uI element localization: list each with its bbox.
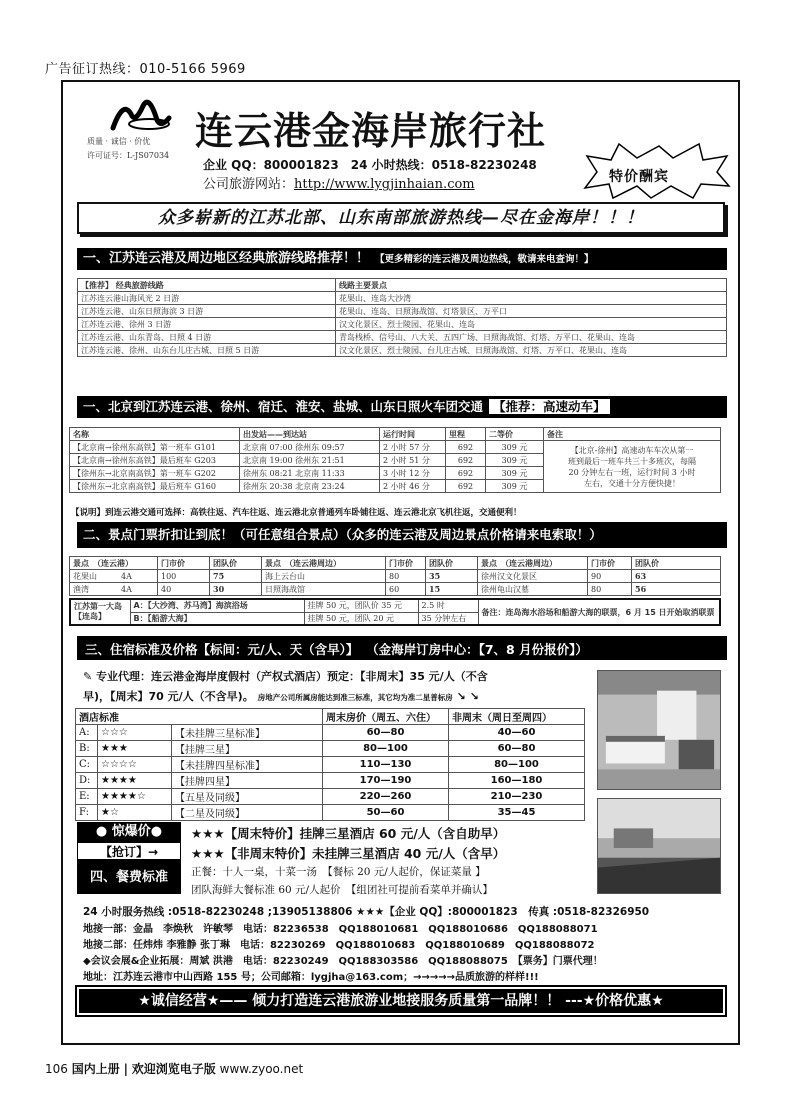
train-stations: 北京南 19:00 徐州东 21:51 xyxy=(240,454,380,467)
route-name: 江苏连云港、山东日照海滨 3 日游 xyxy=(78,305,336,318)
hotel-type: 【二星及同级】 xyxy=(172,805,323,821)
ticket-cell: 花果山 4A xyxy=(70,570,158,583)
hotel-level: D: xyxy=(76,773,98,789)
train-distance: 692 xyxy=(446,441,486,454)
hotel-level: C: xyxy=(76,757,98,773)
hotel-stars: ★★★★☆ xyxy=(98,789,172,805)
train-price: 309 元 xyxy=(486,467,544,480)
table-row xyxy=(70,570,721,583)
advertisement xyxy=(61,80,740,1045)
weekend-price: 170—190 xyxy=(323,773,449,789)
hotel-header: 周末房价（周五、六住） xyxy=(323,709,449,725)
train-header: 出发站——到达站 xyxy=(240,428,380,441)
train-price: 309 元 xyxy=(486,454,544,467)
train-name: 【徐州东→北京南高铁】最后班车 G160 xyxy=(70,480,240,493)
hotel-room-photo xyxy=(597,670,721,790)
train-name: 【徐州东→北京南高铁】第一班车 G202 xyxy=(70,467,240,480)
website-label: 公司旅游网站： xyxy=(203,177,295,192)
ticket-cell: 35 xyxy=(426,570,478,583)
island-price: 挂牌 50 元，团队价 35 元 xyxy=(304,599,418,612)
weekend-price: 60—80 xyxy=(323,725,449,741)
train-header: 运行时间 xyxy=(380,428,446,441)
train-name: 【北京南→徐州东高铁】第一班车 G101 xyxy=(70,441,240,454)
agent-line xyxy=(83,668,488,684)
island-price: 挂牌 50 元，团队 20 元 xyxy=(304,612,418,625)
island-label: 江苏第一大岛【连岛】 xyxy=(70,599,130,625)
section3-title: 二、景点门票折扣让到底！（可任意组合景点）（众多的连云港及周边景点价格请来电索取！） xyxy=(83,527,602,542)
ticket-cell: 75 xyxy=(210,570,262,583)
quality-motto: 质量 · 诚信 · 价优 xyxy=(87,137,151,146)
hotel-type: 【未挂牌四星标准】 xyxy=(172,757,323,773)
hotel-level: A: xyxy=(76,725,98,741)
route-sights: 花果山、连岛、日照海战馆、灯塔景区、万平口 xyxy=(336,305,727,318)
ticket-cell: 40 xyxy=(158,583,210,596)
section2-title-bar xyxy=(77,396,727,418)
hotel-stars: ☆☆☆ xyxy=(98,725,172,741)
section2-tag: 【推荐：高速动车】 xyxy=(489,399,610,414)
hotel-stars: ★★★★ xyxy=(98,773,172,789)
routes-header: 【推荐】 经典旅游线路 xyxy=(78,279,336,292)
train-remark xyxy=(544,441,721,493)
ticket-cell: 30 xyxy=(210,583,262,596)
ticket-cell: 海上云台山 xyxy=(262,570,386,583)
hotel-stars: ★★★ xyxy=(98,741,172,757)
hotel-level: F: xyxy=(76,805,98,821)
arrow-icon: ↘ ↘ xyxy=(452,690,479,703)
company-name: 连云港金海岸旅行社 xyxy=(195,109,547,153)
hotel-stars: ★☆ xyxy=(98,805,172,821)
train-duration: 3 小时 12 分 xyxy=(380,467,446,480)
weekend-price: 110—130 xyxy=(323,757,449,773)
train-stations: 徐州东 20:38 北京南 23:24 xyxy=(240,480,380,493)
weekend-price: 80—100 xyxy=(323,741,449,757)
contact-qq-line: 企业 QQ：800001823 24 小时热线：0518-82230248 xyxy=(203,158,537,172)
train-stations: 北京南 07:00 徐州东 09:57 xyxy=(240,441,380,454)
train-duration: 2 小时 46 分 xyxy=(380,480,446,493)
table-row xyxy=(78,318,727,331)
website-link[interactable]: http://www.lygjinhaian.com xyxy=(294,177,475,192)
contact-line: 地接一部：金晶 李焕秋 许敏琴 电话：82236538 QQ188010681 QQ188010686 QQ188088071 xyxy=(83,924,598,935)
ticket-cell: 徐州汉文化景区 xyxy=(478,570,588,583)
table-row xyxy=(70,441,721,454)
train-remark-line: 左右，交通十分方便快捷！ xyxy=(584,478,680,488)
ticket-cell: 100 xyxy=(158,570,210,583)
contact-line: ◆会议会展&企业拓展：周斌 洪港 电话：82230249 QQ188303586 QQ188088075 【票务】门票代理！ xyxy=(83,956,603,967)
route-sights: 青岛栈桥、信号山、八大关、五四广场、日照海战馆、灯塔、万平口、花果山、连岛 xyxy=(336,331,727,344)
special-offer-badge: 特价酬宾 xyxy=(609,169,669,185)
agent-text: 专业代理：连云港金海岸度假村（产权式酒店）预定：【非周末】35 元/人（不含 xyxy=(96,670,488,683)
ticket-cell: 15 xyxy=(426,583,478,596)
meal-line: 正餐：十人一桌，十菜一汤 【餐标 20 元/人起价，保证菜量 】 xyxy=(191,866,486,878)
train-name: 【北京南→徐州东高铁】最后班车 G203 xyxy=(70,454,240,467)
route-name: 江苏连云港、徐州 3 日游 xyxy=(78,318,336,331)
agent-small-text: 房地产公司所属房能达到准三标准，其它均为准二星普标房 xyxy=(257,693,453,702)
website-line xyxy=(203,173,475,192)
section1-subtitle: 【更多精彩的连云港及周边热线，敬请来电查询！】 xyxy=(375,254,594,265)
weekday-price: 80—100 xyxy=(449,757,585,773)
weekend-deal: ★★★【周末特价】挂牌三星酒店 60 元/人（含自助早） xyxy=(191,826,506,841)
footer-url[interactable]: www.zyoo.net xyxy=(219,1062,304,1076)
train-header: 里程 xyxy=(446,428,486,441)
leaf-icon: ✎ xyxy=(83,670,97,683)
weekday-price: 160—180 xyxy=(449,773,585,789)
section1-title-bar xyxy=(77,248,727,270)
contact-line: 地址：江苏连云港市中山西路 155 号；公司邮箱：lygjha@163.com；→→→→→品质旅游的样样!!! xyxy=(83,972,539,983)
meal-line: 团队海鲜大餐标准 60 元/人起价 【组团社可提前看菜单并确认】 xyxy=(191,884,493,896)
ticket-cell: 63 xyxy=(632,570,721,583)
island-duration: 2.5 时 xyxy=(418,599,478,612)
headline-banner: 众多崭新的江苏北部、山东南部旅游热线—尽在金海岸！！！ xyxy=(77,202,725,234)
island-note: 备注：连岛海水浴场和船游大海的联票，6 月 15 日开始取消联票 xyxy=(478,599,720,625)
ticket-cell: 80 xyxy=(588,583,632,596)
route-name: 江苏连云港山海风光 2 日游 xyxy=(78,292,336,305)
island-table xyxy=(69,598,721,626)
page-number: 106 xyxy=(45,1062,68,1076)
train-remark-line: 【北京-徐州】高速动车车次从第一 xyxy=(570,445,694,455)
train-header: 备注 xyxy=(544,428,721,441)
agent-line xyxy=(83,688,479,704)
ticket-cell: 徐州龟山汉墓 xyxy=(478,583,588,596)
route-sights: 花果山、连岛大沙湾 xyxy=(336,292,727,305)
table-row xyxy=(76,757,585,773)
table-row xyxy=(78,344,727,357)
hotel-type: 【五星及同级】 xyxy=(172,789,323,805)
separator: | xyxy=(123,1062,128,1076)
hotel-table xyxy=(75,708,585,821)
hotel-header: 非周末（周日至周四） xyxy=(449,709,585,725)
table-row xyxy=(78,292,727,305)
tickets-header: 景点 （连云港周边） xyxy=(262,557,386,570)
weekday-price: 210—230 xyxy=(449,789,585,805)
slogan-bar: ★诚信经营★—— 倾力打造连云港旅游业地接服务质量第一品牌！！ ---★价格优惠★ xyxy=(77,987,725,1015)
ticket-cell: 90 xyxy=(588,570,632,583)
train-duration: 2 小时 51 分 xyxy=(380,454,446,467)
train-stations: 徐州东 08:21 北京南 11:33 xyxy=(240,467,380,480)
section4-subtitle: （金海岸订房中心：【7、8 月份报价】） xyxy=(372,642,588,657)
train-table xyxy=(69,427,721,493)
tickets-header: 门市价 xyxy=(386,557,426,570)
table-row xyxy=(76,789,585,805)
train-remark-line: 班到最后一班车共三十多班次，每隔 xyxy=(568,456,696,466)
tickets-header: 门市价 xyxy=(158,557,210,570)
route-name: 江苏连云港、山东青岛、日照 4 日游 xyxy=(78,331,336,344)
section4-title: 三、住宿标准及价格【标间：元/人、天（含早）】 xyxy=(85,642,359,657)
island-duration: 35 分钟左右 xyxy=(418,612,478,625)
weekend-price: 50—60 xyxy=(323,805,449,821)
section5-title: 四、餐费标准 xyxy=(77,860,181,894)
tickets-header: 景点 （连云港） xyxy=(70,557,158,570)
route-sights: 汉文化景区、烈士陵园、台儿庄古城、日照海战馆、灯塔、万平口、花果山、连岛 xyxy=(336,344,727,357)
island-item: B：【船游大海】 xyxy=(130,612,304,625)
table-row xyxy=(70,583,721,596)
table-row xyxy=(78,331,727,344)
table-row xyxy=(76,725,585,741)
section2-title: 一、北京到江苏连云港、徐州、宿迁、淮安、盐城、山东日照火车团交通 xyxy=(83,399,484,414)
hot-price-label: ● 惊爆价● xyxy=(77,822,181,842)
train-header: 名称 xyxy=(70,428,240,441)
section-label: 国内上册 xyxy=(71,1062,120,1076)
routes-header: 线路主要景点 xyxy=(336,279,727,292)
contact-line: 24 小时服务热线 :0518-82230248 ;13905138806 ★★★【企业 QQ】:800001823 传真 :0518-82326950 xyxy=(83,906,650,918)
train-remark-line: 20 分钟左右一班，运行时间 3 小时 xyxy=(568,467,696,477)
page-footer xyxy=(45,1060,303,1077)
route-sights: 汉文化景区、烈士陵园、花果山、连岛 xyxy=(336,318,727,331)
ticket-cell: 日照海战馆 xyxy=(262,583,386,596)
train-distance: 692 xyxy=(446,467,486,480)
weekday-price: 35—45 xyxy=(449,805,585,821)
seaside-photo xyxy=(597,798,721,894)
tickets-header: 团队价 xyxy=(210,557,262,570)
hotel-type: 【挂牌三星】 xyxy=(172,741,323,757)
section3-title-bar xyxy=(77,522,727,548)
weekday-deal: ★★★【非周末特价】未挂牌三星酒店 40 元/人（含早） xyxy=(191,846,506,861)
train-duration: 2 小时 57 分 xyxy=(380,441,446,454)
hotel-stars: ☆☆☆☆ xyxy=(98,757,172,773)
weekday-price: 40—60 xyxy=(449,725,585,741)
tickets-header: 门市价 xyxy=(588,557,632,570)
hotel-header: 酒店标准 xyxy=(76,709,323,725)
section4-title-bar xyxy=(77,636,727,660)
table-row xyxy=(78,305,727,318)
contact-line: 地接二部：任炜炜 李雅静 张丁琳 电话：82230269 QQ188010683 QQ188010689 QQ188088072 xyxy=(83,940,595,951)
ticket-cell: 60 xyxy=(386,583,426,596)
train-distance: 692 xyxy=(446,454,486,467)
tickets-header: 团队价 xyxy=(426,557,478,570)
train-price: 309 元 xyxy=(486,441,544,454)
table-row xyxy=(76,805,585,821)
island-item: A：【大沙湾、苏马湾】海滨浴场 xyxy=(130,599,304,612)
hotel-type: 【挂牌四星】 xyxy=(172,773,323,789)
agent-text: 早)，【周末】70 元/人（不含早)。 xyxy=(83,690,254,703)
table-row xyxy=(70,599,720,612)
ticket-cell: 56 xyxy=(632,583,721,596)
train-price: 309 元 xyxy=(486,480,544,493)
ad-hotline: 广告征订热线：010-5166 5969 xyxy=(45,62,246,77)
company-logo xyxy=(109,94,173,134)
ticket-cell: 渔湾 4A xyxy=(70,583,158,596)
weekday-price: 60—80 xyxy=(449,741,585,757)
transport-note: 【说明】到连云港交通可选择：高铁往返、汽车往返、连云港北京普通列车卧铺往返、连云港北京飞机往返，交通便利！ xyxy=(71,508,522,518)
route-name: 江苏连云港、徐州、山东台儿庄古城、日照 5 日游 xyxy=(78,344,336,357)
routes-table xyxy=(77,278,727,357)
tickets-header: 团队价 xyxy=(632,557,721,570)
grab-label[interactable]: 【抢订】→ xyxy=(77,842,181,860)
tickets-table xyxy=(69,556,721,596)
train-distance: 692 xyxy=(446,480,486,493)
ticket-cell: 80 xyxy=(386,570,426,583)
hotel-type: 【未挂牌三星标准】 xyxy=(172,725,323,741)
table-row xyxy=(76,773,585,789)
table-row xyxy=(76,741,585,757)
tickets-header: 景点 （连云港周边） xyxy=(478,557,588,570)
train-header: 二等价 xyxy=(486,428,544,441)
hotel-level: B: xyxy=(76,741,98,757)
license-number: 许可证号：L-JS07034 xyxy=(87,151,170,160)
section1-title: 一、江苏连云港及周边地区经典旅游线路推荐！！ xyxy=(83,251,370,266)
welcome-text: 欢迎浏览电子版 xyxy=(131,1062,216,1076)
hotel-level: E: xyxy=(76,789,98,805)
weekend-price: 220—260 xyxy=(323,789,449,805)
